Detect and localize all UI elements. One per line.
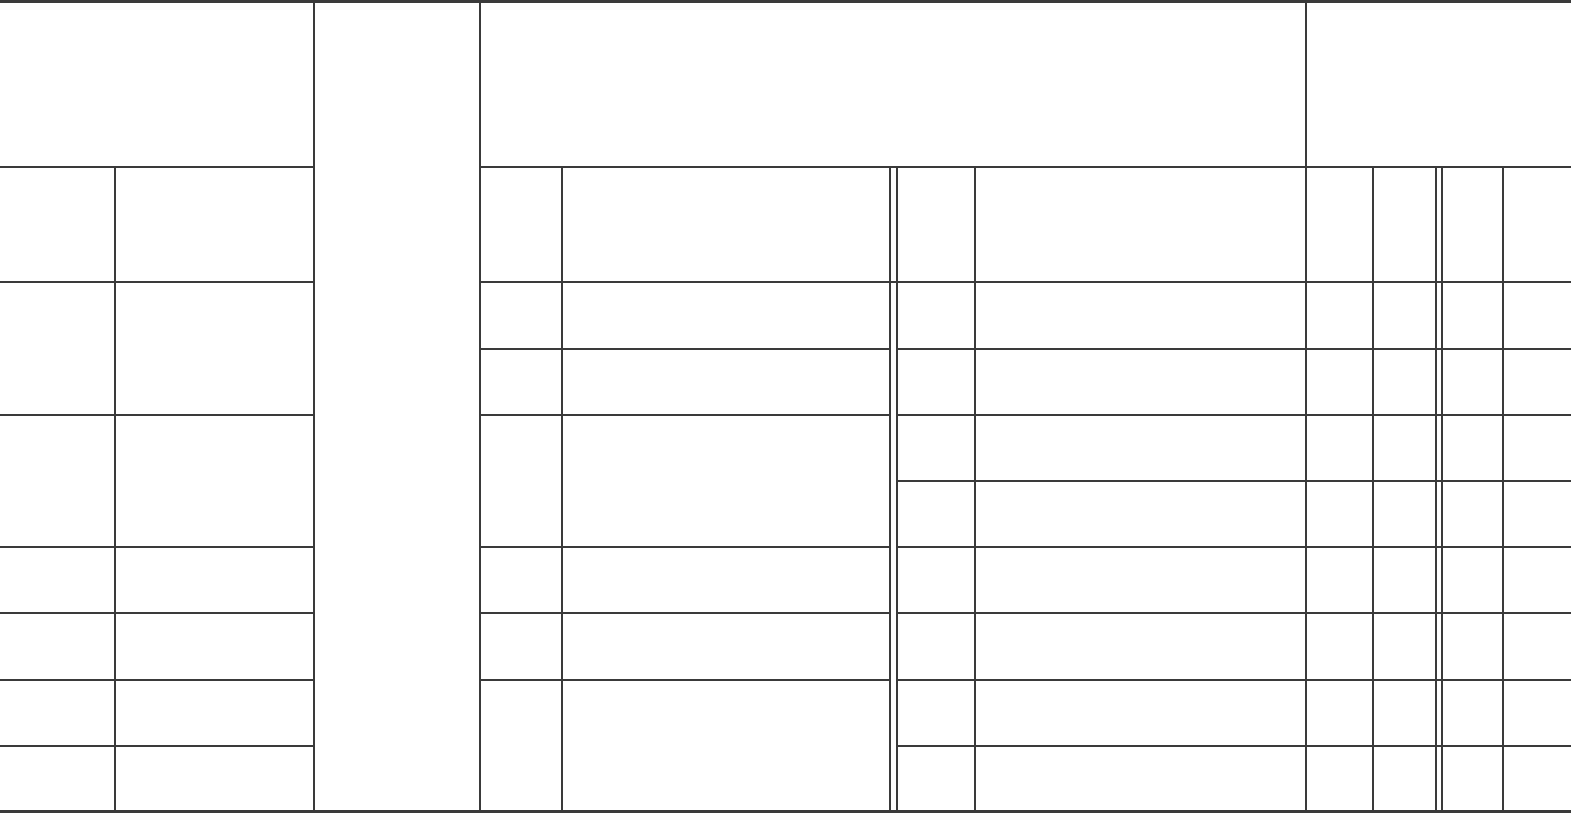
grid-line: [480, 612, 891, 614]
package-letter-cell: [897, 746, 975, 812]
package-meaning-cell: [562, 547, 890, 613]
grid-line: [0, 679, 314, 681]
pin-count-cell: [1503, 680, 1571, 746]
grid-line: [1502, 167, 1504, 812]
grid-line: [896, 612, 1571, 614]
p4-col-letter-a-header: [1306, 167, 1373, 282]
package-letter-cell: [897, 680, 975, 746]
grid-line: [0, 745, 314, 747]
package-letter-cell: [897, 282, 975, 349]
pin-letter-cell: [1306, 349, 1373, 415]
p3-col-meaning-a-header: [562, 167, 890, 282]
package-letter-cell: [480, 680, 562, 812]
pin-letter-cell: [1442, 680, 1503, 746]
pin-count-cell: [1373, 613, 1436, 680]
grid-line: [313, 2, 315, 812]
temp-code-cell: [0, 613, 115, 680]
temp-code-cell: [0, 547, 115, 613]
package-letter-cell: [480, 613, 562, 680]
package-meaning-cell: [975, 349, 1306, 415]
pin-count-cell: [1503, 547, 1571, 613]
grid-line: [896, 546, 1571, 548]
package-letter-cell: [480, 415, 562, 547]
grid-line: [0, 612, 314, 614]
package-meaning-cell: [975, 746, 1306, 812]
pin-count-cell: [1373, 547, 1436, 613]
grid-line: [896, 745, 1571, 747]
pin-letter-cell: [1306, 481, 1373, 547]
grid-line: [1435, 167, 1437, 812]
package-meaning-cell: [562, 680, 890, 812]
package-letter-cell: [897, 415, 975, 481]
package-meaning-cell: [975, 680, 1306, 746]
pin-count-cell: [1503, 349, 1571, 415]
pin-letter-cell: [1442, 613, 1503, 680]
p4-col-letter-b-header: [1442, 167, 1503, 282]
part2-header: [314, 2, 480, 282]
pin-count-cell: [1503, 282, 1571, 349]
p4-col-meaning-b-header: [1503, 167, 1571, 282]
p1-col-meaning-header: [115, 167, 314, 282]
package-meaning-cell: [975, 415, 1306, 481]
package-meaning-cell: [975, 547, 1306, 613]
package-letter-cell: [897, 349, 975, 415]
temp-code-cell: [0, 415, 115, 547]
grid-line: [0, 281, 314, 283]
pin-count-cell: [1503, 415, 1571, 481]
pin-count-cell: [1373, 481, 1436, 547]
package-letter-cell: [897, 547, 975, 613]
pin-letter-cell: [1442, 349, 1503, 415]
grid-line: [896, 679, 1571, 681]
pin-letter-cell: [1306, 547, 1373, 613]
pin-letter-cell: [1306, 680, 1373, 746]
package-letter-cell: [897, 481, 975, 547]
pin-count-cell: [1373, 746, 1436, 812]
pin-count-cell: [1503, 613, 1571, 680]
grid-line: [480, 414, 891, 416]
pin-letter-cell: [1306, 746, 1373, 812]
p3-col-letter-b-header: [897, 167, 975, 282]
grid-line: [480, 679, 891, 681]
temp-range-cell: [115, 613, 314, 680]
grid-line: [479, 2, 481, 812]
pin-count-cell: [1503, 481, 1571, 547]
grid-line: [480, 281, 1571, 283]
grid-line: [1441, 167, 1443, 812]
pin-letter-cell: [1306, 415, 1373, 481]
package-meaning-cell: [562, 282, 890, 349]
part3-header: [480, 2, 1306, 167]
pin-count-cell: [1373, 349, 1436, 415]
package-meaning-cell: [975, 613, 1306, 680]
grid-line: [561, 167, 563, 812]
package-meaning-cell: [562, 613, 890, 680]
grid-line: [0, 414, 314, 416]
package-meaning-cell: [562, 349, 890, 415]
package-letter-cell: [897, 613, 975, 680]
grid-line: [896, 480, 1571, 482]
pin-letter-cell: [1442, 415, 1503, 481]
grid-line: [1305, 2, 1307, 812]
pin-count-cell: [1373, 680, 1436, 746]
pin-letter-cell: [1442, 481, 1503, 547]
grid-line: [896, 348, 1571, 350]
p4-col-meaning-a-header: [1373, 167, 1436, 282]
part4-header: [1306, 2, 1571, 167]
pin-count-cell: [1373, 415, 1436, 481]
temp-range-cell: [115, 282, 314, 415]
temp-range-cell: [115, 415, 314, 547]
grid-line: [896, 414, 1571, 416]
pin-letter-cell: [1442, 547, 1503, 613]
grid-line: [974, 167, 976, 812]
pin-letter-cell: [1442, 282, 1503, 349]
grid-line: [1372, 167, 1374, 812]
package-letter-cell: [480, 547, 562, 613]
grid-line: [896, 167, 898, 812]
pin-letter-cell: [1306, 613, 1373, 680]
part1-header: [0, 2, 314, 167]
pin-count-cell: [1373, 282, 1436, 349]
package-meaning-cell: [562, 415, 890, 547]
package-meaning-cell: [975, 481, 1306, 547]
temp-code-cell: [0, 282, 115, 415]
part2-body: [314, 282, 480, 812]
grid-line: [0, 546, 314, 548]
package-letter-cell: [480, 282, 562, 349]
p3-col-letter-a-header: [480, 167, 562, 282]
grid-line: [0, 166, 314, 168]
grid-line: [114, 167, 116, 812]
pin-letter-cell: [1306, 282, 1373, 349]
package-meaning-cell: [975, 282, 1306, 349]
temp-range-cell: [115, 547, 314, 613]
p1-col-code-header: [0, 167, 115, 282]
grid-line: [480, 166, 1571, 168]
p3-col-meaning-b-header: [975, 167, 1306, 282]
grid-line: [480, 348, 891, 350]
grid-line: [889, 167, 891, 812]
grid-line: [480, 546, 891, 548]
package-letter-cell: [480, 349, 562, 415]
